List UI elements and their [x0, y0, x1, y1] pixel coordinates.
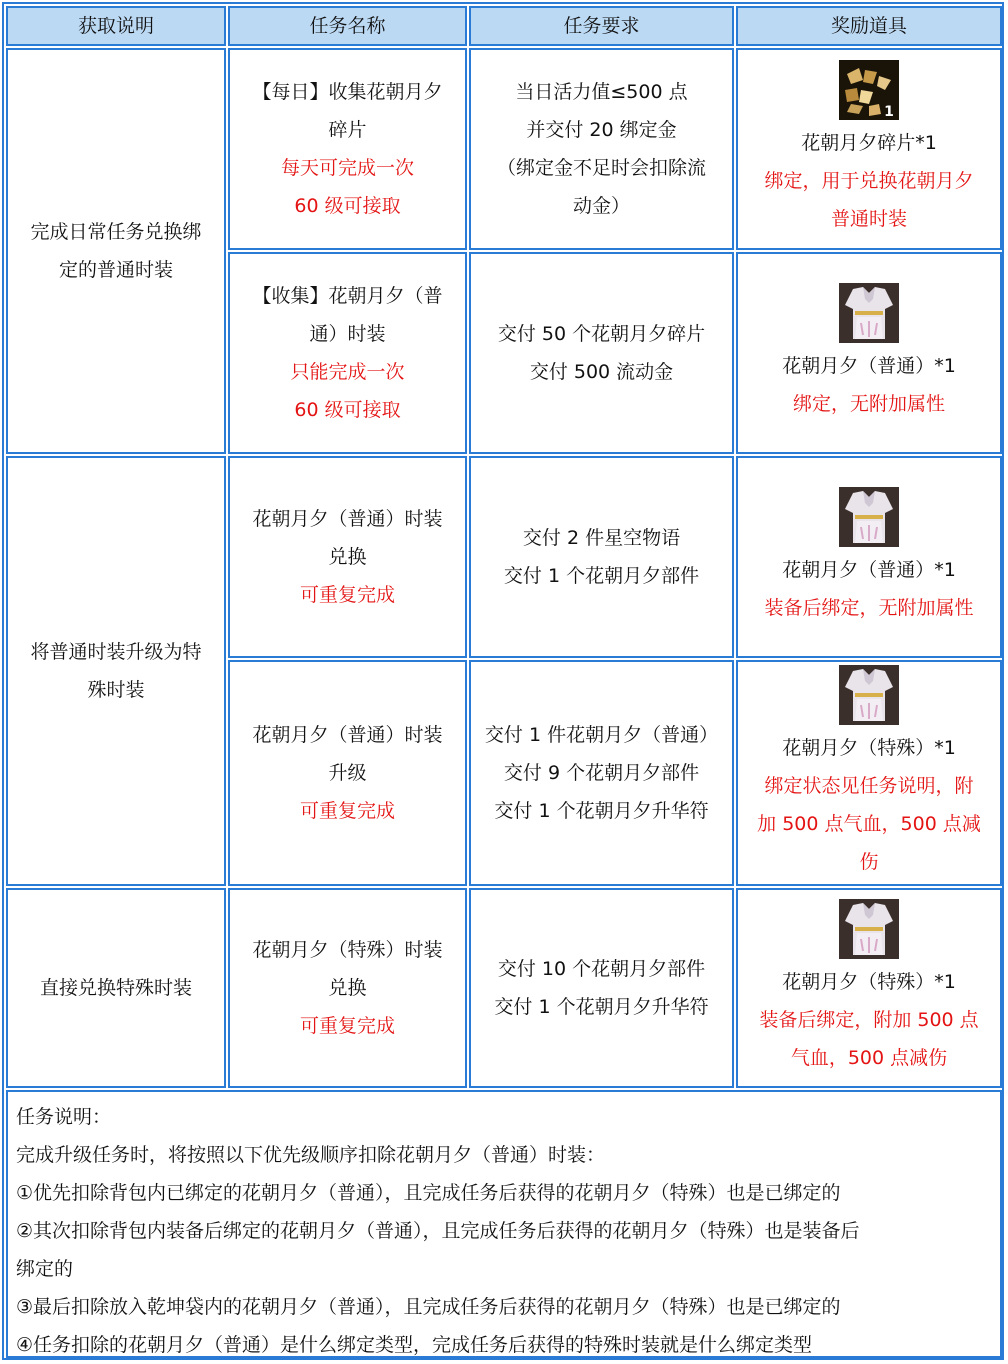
task-name-cell	[228, 660, 467, 886]
requirement-line: 交付 50 个花朝月夕碎片	[497, 323, 706, 345]
costume-icon	[839, 283, 899, 343]
group-desc-line: 将普通时装升级为特	[30, 641, 202, 663]
task-name-line: 花朝月夕（特殊）时装	[252, 939, 443, 961]
requirement-line: 交付 10 个花朝月夕部件	[497, 958, 706, 980]
costume-icon	[839, 899, 899, 959]
requirement-line: 交付 500 流动金	[529, 361, 674, 383]
task-condition: 60 级可接取	[294, 195, 401, 217]
reward-note: 气血，500 点减伤	[790, 1047, 948, 1069]
header-label: 任务要求	[563, 15, 640, 37]
task-name-line: 兑换	[328, 546, 367, 568]
task-name-cell	[228, 456, 467, 658]
header-task-requirement	[469, 6, 734, 46]
task-condition: 可重复完成	[299, 800, 395, 822]
group-desc-line: 定的普通时装	[58, 259, 173, 281]
task-name-line: 花朝月夕（普通）时装	[252, 508, 443, 530]
reward-name: 花朝月夕（特殊）*1	[782, 737, 956, 759]
task-condition: 每天可完成一次	[280, 157, 414, 179]
reward-note: 装备后绑定，无附加属性	[764, 597, 974, 619]
task-name-line: 碎片	[328, 119, 367, 141]
reward-name: 花朝月夕（普通）*1	[782, 355, 956, 377]
notes-line: 绑定的	[16, 1258, 74, 1280]
task-name-line: 升级	[328, 762, 367, 784]
task-condition: 60 级可接取	[294, 399, 401, 421]
requirement-line: 并交付 20 绑定金	[526, 119, 677, 141]
group-desc-line: 殊时装	[87, 679, 145, 701]
notes-line: ②其次扣除背包内装备后绑定的花朝月夕（普通），且完成任务后获得的花朝月夕（特殊）也是装备后	[16, 1220, 860, 1242]
group-desc-upgrade	[6, 456, 226, 886]
reward-name: 花朝月夕（普通）*1	[782, 559, 956, 581]
task-condition: 可重复完成	[299, 1015, 395, 1037]
costume-icon	[839, 665, 899, 725]
header-label: 任务名称	[309, 15, 386, 37]
fragments-icon	[839, 60, 899, 120]
reward-note: 绑定，用于兑换花朝月夕	[764, 170, 974, 192]
group-desc-line: 完成日常任务兑换绑	[30, 221, 202, 243]
requirement-line: 交付 1 个花朝月夕部件	[503, 565, 700, 587]
requirement-cell	[469, 456, 734, 658]
task-name-line: 【收集】花朝月夕（普	[252, 285, 443, 307]
reward-name: 花朝月夕（特殊）*1	[782, 971, 956, 993]
reward-note: 装备后绑定，附加 500 点	[759, 1009, 979, 1031]
task-condition: 只能完成一次	[290, 361, 405, 383]
notes-line: ④任务扣除的花朝月夕（普通）是什么绑定类型，完成任务后获得的特殊时装就是什么绑定类型	[16, 1334, 813, 1356]
requirement-cell	[469, 252, 734, 454]
notes-line: 完成升级任务时，将按照以下优先级顺序扣除花朝月夕（普通）时装：	[16, 1144, 606, 1166]
header-label: 奖励道具	[830, 15, 907, 37]
reward-cell	[736, 888, 1002, 1088]
reward-cell	[736, 252, 1002, 454]
task-name-cell	[228, 48, 467, 250]
reward-note: 伤	[859, 851, 879, 873]
task-name-cell	[228, 252, 467, 454]
header-label: 获取说明	[77, 15, 154, 37]
reward-note: 绑定状态见任务说明，附	[764, 775, 974, 797]
group-desc-daily	[6, 48, 226, 454]
header-acquire-desc	[6, 6, 226, 46]
task-condition: 可重复完成	[299, 584, 395, 606]
notes-line: ①优先扣除背包内已绑定的花朝月夕（普通），且完成任务后获得的花朝月夕（特殊）也是已绑定的	[16, 1182, 841, 1204]
reward-note: 普通时装	[830, 208, 907, 230]
reward-name: 花朝月夕碎片*1	[801, 132, 937, 154]
requirement-cell	[469, 48, 734, 250]
task-name-line: 兑换	[328, 977, 367, 999]
requirement-line: 动金）	[572, 195, 630, 217]
reward-note: 绑定，无附加属性	[792, 393, 945, 415]
task-notes	[6, 1090, 1002, 1358]
costume-icon	[839, 487, 899, 547]
group-desc-direct	[6, 888, 226, 1088]
reward-cell	[736, 456, 1002, 658]
header-reward	[736, 6, 1002, 46]
reward-cell	[736, 48, 1002, 250]
reward-note: 加 500 点气血，500 点减	[757, 813, 981, 835]
group-desc-line: 直接兑换特殊时装	[39, 977, 192, 999]
header-task-name	[228, 6, 467, 46]
notes-line: ③最后扣除放入乾坤袋内的花朝月夕（普通），且完成任务后获得的花朝月夕（特殊）也是已绑定的	[16, 1296, 841, 1318]
reward-cell	[736, 660, 1002, 886]
requirement-line: 交付 1 个花朝月夕升华符	[494, 800, 709, 822]
requirement-cell	[469, 888, 734, 1088]
svg-text:1: 1	[884, 104, 894, 120]
notes-title: 任务说明：	[16, 1106, 112, 1128]
requirement-line: 交付 2 件星空物语	[522, 527, 681, 549]
task-name-line: 花朝月夕（普通）时装	[252, 724, 443, 746]
requirement-line: 交付 1 件花朝月夕（普通）	[484, 724, 719, 746]
task-name-line: 【每日】收集花朝月夕	[252, 81, 443, 103]
requirement-line: （绑定金不足时会扣除流	[496, 157, 706, 179]
task-name-line: 通）时装	[309, 323, 386, 345]
requirement-line: 当日活力值≤500 点	[515, 81, 688, 103]
requirement-line: 交付 1 个花朝月夕升华符	[494, 996, 709, 1018]
task-name-cell	[228, 888, 467, 1088]
requirement-line: 交付 9 个花朝月夕部件	[503, 762, 700, 784]
requirement-cell	[469, 660, 734, 886]
